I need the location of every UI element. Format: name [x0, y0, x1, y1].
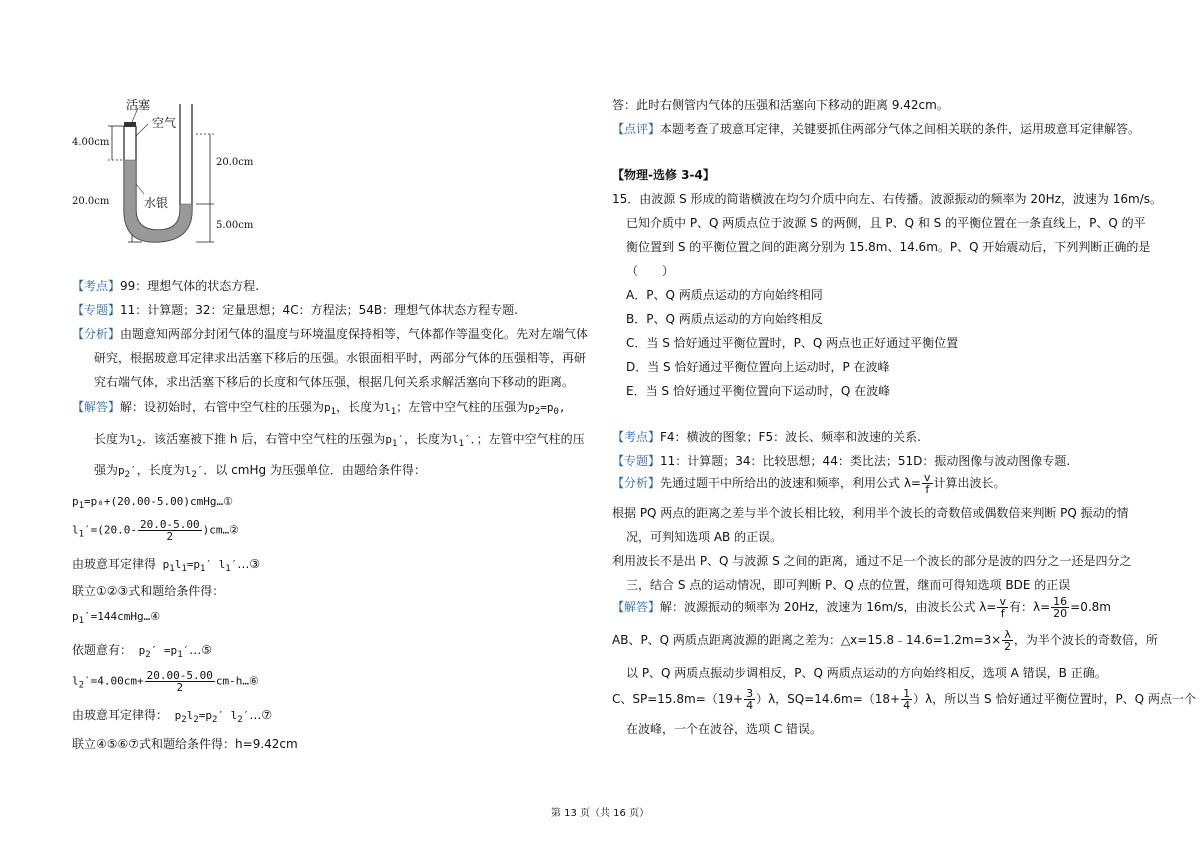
label-air: 空气 [152, 116, 177, 130]
jieda-text-3a: 强为 [94, 463, 119, 477]
frac-16: 16 [1053, 595, 1068, 608]
jieda-tag-2: 【解答】 [612, 600, 661, 614]
frac-2: 2 [1004, 640, 1012, 653]
zhuanti-text-2: 11：计算题；34：比较思想；44：类比法；51D：振动图像与波动图像专题. [660, 454, 1071, 468]
jieda-text-2d: ．；左管中空气柱的压 [470, 432, 585, 446]
zhuanti-text: 11：计算题；32：定量思想；4C：方程法；54B：理想气体状态方程专题. [120, 303, 518, 317]
zhuanti-line [72, 301, 518, 318]
c-line-2: 在波峰，一个在波谷，选项 C 错误。 [626, 722, 823, 736]
c-line-1 [612, 688, 1196, 711]
label-piston: 活塞 [126, 98, 151, 112]
dim-20cm-right: 20.0cm [216, 157, 254, 168]
fenxi-line-r4: 利用波长不是出 P、Q 与波源 S 之间的距离，通过不足一个波长的部分是波的四分之一还是四分之 [612, 554, 1132, 568]
kaodian-tag-2: 【考点】 [612, 430, 661, 444]
jieda-line-1: 【解答】解：设初始时，右管中空气柱的压强为$p_1$，长度为$l_1$；左管中空气柱的压强为$p_2=p_0$, [72, 400, 566, 418]
ab-line-2: 以 P、Q 两质点振动步调相反，P、Q 两质点运动的方向始终相反，选项 A 错误，B 正确。 [626, 666, 1107, 680]
equation-6: $l_2'=4.00cm+$ $\frac{20.00-5.00}{2}$ cm-h…⑥ [72, 669, 259, 694]
fenxi-line-r1 [612, 472, 1006, 495]
eq6-a: =4.00cm+ [90, 674, 144, 688]
eq5-tail: …⑤ [189, 643, 212, 657]
dim-20cm-left: 20.0cm [72, 196, 110, 207]
jieda-line-3: 强为$p_2'$，长度为$l_2'$．以 cmHg 为压强单位．由题给条件得： [94, 463, 426, 481]
frac-v-2: v [999, 595, 1006, 608]
jieda-text-2c: ，长度为 [403, 432, 452, 446]
zhuanti-tag: 【专题】 [72, 303, 121, 317]
zhuanti-line-2 [612, 452, 1070, 469]
fenxi-line-1 [72, 325, 588, 342]
ab-line-1 [612, 629, 1158, 652]
eq1-text: =p₀+(20.00-5.00)cmHg…① [84, 495, 233, 508]
option-e: E．当 S 恰好通过平衡位置向下运动时，Q 在波峰 [626, 384, 891, 398]
option-c: C．当 S 恰好通过平衡位置时，P、Q 两点也正好通过平衡位置 [626, 336, 959, 350]
yiti-text: 依题意有： [72, 643, 133, 657]
equation-1: $p_1=p_0+(20.00-5.00)cmHg\dots ①$ [72, 495, 233, 512]
lianli-1: 联立①②③式和题给条件得： [72, 584, 225, 598]
option-b: B．P、Q 两质点运动的方向始终相反 [626, 312, 823, 326]
dim-5cm: 5.00cm [216, 220, 254, 231]
eq4-text: =144cmHg…④ [90, 610, 161, 623]
fenxi-text-1: 由题意知两部分封闭气体的温度与环境温度保持相等，气体都作等温变化。先对左端气体 [120, 327, 589, 341]
equation-4: $p_1'=144cmHg\dots ④$ [72, 610, 161, 627]
jieda-line-r1 [612, 596, 1111, 619]
frac-3: 3 [746, 687, 754, 700]
equation-3: 由玻意耳定律得 $p_1l_1=p_1'$ $l_1'\dots ③$ [72, 557, 261, 575]
c-1b: ）λ，SQ=14.6m=（18+ [756, 692, 901, 706]
kaodian-tag: 【考点】 [72, 279, 121, 293]
dim-4cm: 4.00cm [72, 137, 110, 148]
option-d: D．当 S 恰好通过平衡位置向上运动时，P 在波峰 [626, 360, 890, 374]
dianping-line [612, 120, 1140, 137]
q15-line-3: 衡位置到 S 的平衡位置之间的距离分别为 15.8m、14.6m。P、Q 开始震动后，下列判断正确的是 [626, 240, 1151, 254]
q15-line-4: （ ） [626, 264, 675, 278]
fenxi-line-r5: 三，结合 S 点的运动情况，即可判断 P、Q 点的位置，继而可得知选项 BDE 的正误 [626, 578, 1071, 592]
eq6-den: 2 [176, 681, 184, 694]
dianping-text: 本题考查了玻意耳定律，关键要抓住两部分气体之间相关联的条件，运用玻意耳定律解答。 [660, 122, 1141, 136]
jieda-r1b: 有：λ= [1008, 600, 1051, 614]
fenxi-text-3: 究右端气体，求出活塞下移后的长度和气体压强，根据几何关系求解活塞向下移动的距离。 [94, 375, 575, 389]
eq7-tail: …⑦ [249, 708, 273, 722]
answer-line: 答：此时右侧管内气体的压强和活塞向下移动的距离 9.42cm。 [612, 98, 949, 112]
jieda-tag: 【解答】 [72, 400, 121, 414]
equation-5: 依题意有： $p_2'$ $=p_1'\dots ⑤$ [72, 643, 212, 661]
jieda-r1c: =0.8m [1070, 600, 1111, 614]
kaodian-text-2: F4：横波的图象；F5：波长、频率和波速的关系. [660, 430, 921, 444]
frac-lambda: λ [1004, 628, 1011, 641]
dianping-tag: 【点评】 [612, 122, 661, 136]
frac-f: f [925, 483, 930, 496]
label-mercury: 水银 [144, 196, 169, 210]
jieda-text-1a: 解：设初始时，右管中空气柱的压强为 [120, 400, 325, 414]
fenxi-line-r3: 况，可判知选项 AB 的正误。 [626, 530, 783, 544]
frac-f-2: f [1000, 607, 1005, 620]
c-1a: C、SP=15.8m=（19+ [612, 692, 744, 706]
jieda-text-1c: ；左管中空气柱的压强为 [396, 400, 529, 414]
equation-7: 由玻意耳定律得： $p_2l_2=p_2'$ $l_2'\dots ⑦$ [72, 708, 273, 726]
eq6-b: cm-h…⑥ [215, 674, 259, 688]
jieda-text-1b: ，长度为 [336, 400, 385, 414]
q15-line-1: 15．由波源 S 形成的简谐横波在均匀介质中向左、右传播。波源振动的频率为 20Hz，波速为 16m/s。 [612, 192, 1162, 206]
kaodian-line-2 [612, 428, 921, 445]
fenxi-line-r2: 根据 PQ 两点的距离之差与半个波长相比较，利用半个波长的奇数倍或偶数倍来判断 PQ 振动的情 [612, 506, 1129, 520]
kaodian-text: 99：理想气体的状态方程. [120, 279, 260, 293]
jieda-text-3b: ，长度为 [136, 463, 185, 477]
q15-line-2: 已知介质中 P、Q 两质点位于波源 S 的两侧，且 P、Q 和 S 的平衡位置在一条直线上，P、Q 的平 [626, 216, 1146, 230]
eq6-num: 20.00-5.00 [146, 669, 213, 682]
fenxi-tag: 【分析】 [72, 327, 121, 341]
boyle-2-text: 由玻意耳定律得： [72, 708, 169, 722]
frac-v: v [924, 471, 931, 484]
eq2-num: 20.0-5.00 [140, 518, 200, 531]
jieda-r1a: 解：波源振动的频率为 20Hz，波速为 16m/s，由波长公式 λ= [660, 600, 997, 614]
zhuanti-tag-2: 【专题】 [612, 454, 661, 468]
fenxi-text-2: 研究，根据玻意耳定律求出活塞下移后的压强。水银面相平时，两部分气体的压强相等，再研 [94, 351, 587, 365]
eq2-a: =(20.0- [90, 523, 138, 537]
eq2-den: 2 [166, 530, 174, 543]
option-a: A．P、Q 两质点运动的方向始终相同 [626, 288, 823, 302]
eq2-b: )cm…② [202, 523, 239, 537]
c-1c: ）λ，所以当 S 恰好通过平衡位置时，P、Q 两点一个 [913, 692, 1196, 706]
section-title: 【物理-选修 3-4】 [612, 168, 715, 182]
fenxi-tag-2: 【分析】 [612, 476, 661, 490]
ab-1a: AB、P、Q 两质点距离波源的距离之差为：△x=15.8﹣14.6=1.2m=3× [612, 633, 1002, 647]
jieda-line-2: 长度为$l_2$．该活塞被下推 h 后，右管中空气柱的压强为$p_1'$，长度为$l_1'$．；左管中空气柱的压 [94, 432, 585, 450]
jieda-text-2a: 长度为 [94, 432, 131, 446]
page-footer: 第 13 页（共 16 页） [550, 808, 650, 819]
frac-4-b: 4 [903, 699, 911, 712]
jieda-text-2b: ．该活塞被下推 h 后，右管中空气柱的压强为 [142, 432, 386, 446]
ab-1b: ，为半个波长的奇数倍，所 [1013, 633, 1158, 647]
frac-20: 20 [1053, 607, 1068, 620]
equation-2: $l_1'=(20.0-$ $\frac{20.0-5.00}{2}$ )cm…② [72, 518, 239, 543]
boyle-1-text: 由玻意耳定律得 [72, 557, 157, 571]
eq3-tail: …③ [237, 557, 261, 571]
fenxi-r1a: 先通过题干中所给出的波速和频率，利用公式 λ= [660, 476, 921, 490]
jieda-text-3c: ．以 cmHg 为压强单位．由题给条件得： [203, 463, 426, 477]
frac-4: 4 [746, 699, 754, 712]
lianli-2: 联立④⑤⑥⑦式和题给条件得：h=9.42cm [72, 737, 298, 751]
kaodian-line [72, 277, 259, 294]
frac-1: 1 [903, 687, 911, 700]
fenxi-r1b: 计算出波长。 [933, 476, 1006, 490]
